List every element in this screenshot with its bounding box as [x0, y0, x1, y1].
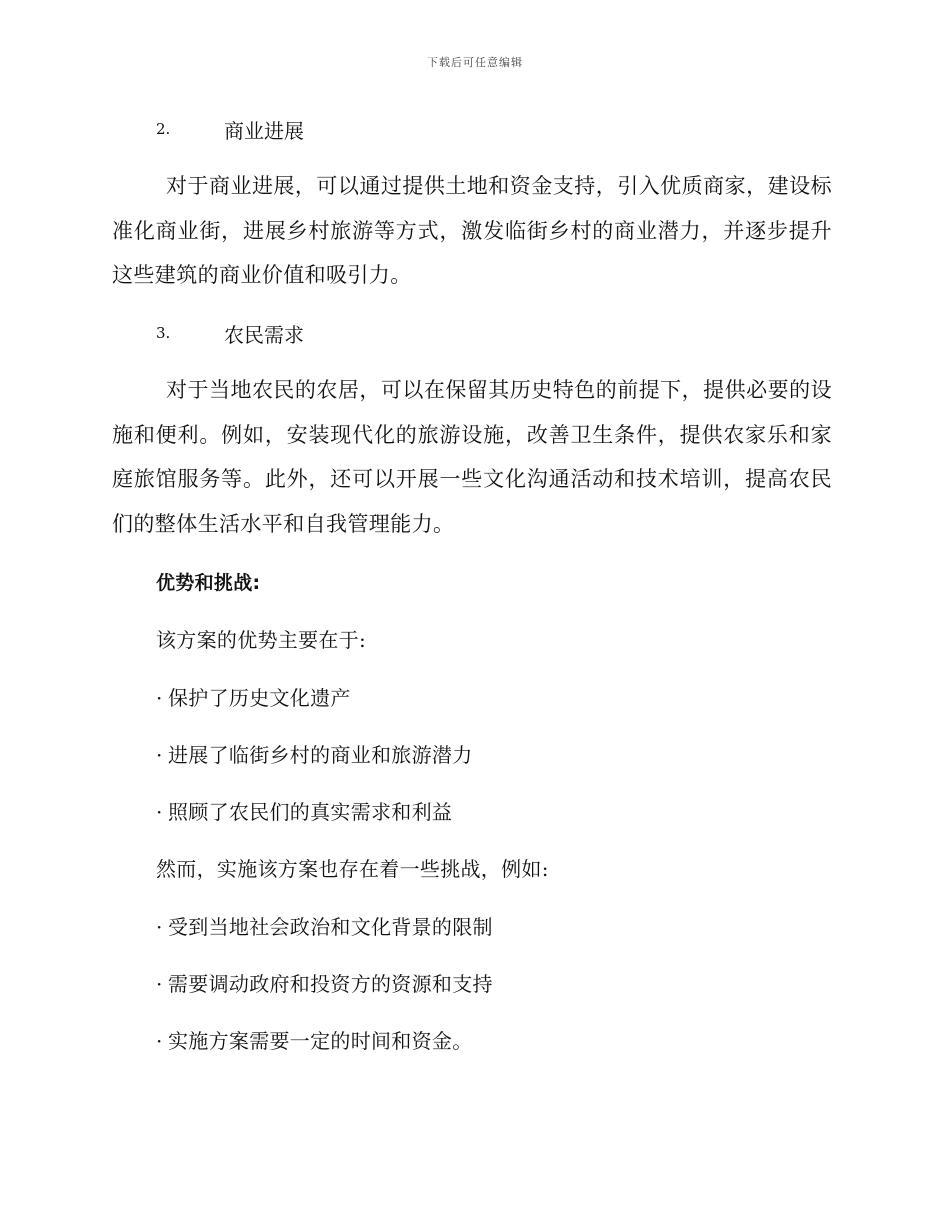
section-heading-3: [156, 318, 304, 348]
list-item: [156, 912, 493, 942]
section-title: 商业进展: [224, 118, 304, 143]
section-paragraph-2: 对于商业进展，可以通过提供土地和资金支持，引入优质商家，建设标准化商业街，进展乡村旅游等方式，激发临街乡村的商业潜力，并逐步提升这些建筑的商业价值和吸引力。: [112, 174, 832, 287]
list-item: [156, 797, 452, 827]
section-number: 3.: [156, 324, 171, 342]
advantages-intro: 该方案的优势主要在于:: [156, 628, 367, 652]
list-item: [156, 1026, 473, 1056]
list-item-text: 受到当地社会政治和文化背景的限制: [168, 915, 493, 939]
advantages-heading: 优势和挑战:: [156, 572, 261, 594]
section-heading-2: [156, 114, 304, 144]
list-item-text: 实施方案需要一定的时间和资金。: [168, 1029, 473, 1053]
bullet: ·: [156, 1029, 163, 1053]
bullet: ·: [156, 686, 163, 710]
list-item-text: 进展了临街乡村的商业和旅游潜力: [168, 743, 473, 767]
list-item: [156, 740, 473, 770]
bullet: ·: [156, 743, 163, 767]
bullet: ·: [156, 915, 163, 939]
bullet: ·: [156, 972, 163, 996]
challenges-intro: 然而，实施该方案也存在着一些挑战，例如:: [156, 857, 549, 881]
section-title: 农民需求: [224, 322, 304, 347]
page-header: 下载后可任意编辑: [427, 56, 523, 69]
list-item-text: 保护了历史文化遗产: [168, 686, 351, 710]
list-item-text: 照顾了农民们的真实需求和利益: [168, 800, 453, 824]
list-item: [156, 969, 493, 999]
list-item: [156, 683, 351, 713]
section-number: 2.: [156, 120, 171, 138]
bullet: ·: [156, 800, 163, 824]
list-item-text: 需要调动政府和投资方的资源和支持: [168, 972, 493, 996]
section-paragraph-3: 对于当地农民的农居，可以在保留其历史特色的前提下，提供必要的设施和便利。例如，安装现代化的旅游设施，改善卫生条件，提供农家乐和家庭旅馆服务等。此外，还可以开展一些文化沟通活动和技术培训，提高农民们的整体生活水平和自我管理能力。: [112, 378, 832, 536]
